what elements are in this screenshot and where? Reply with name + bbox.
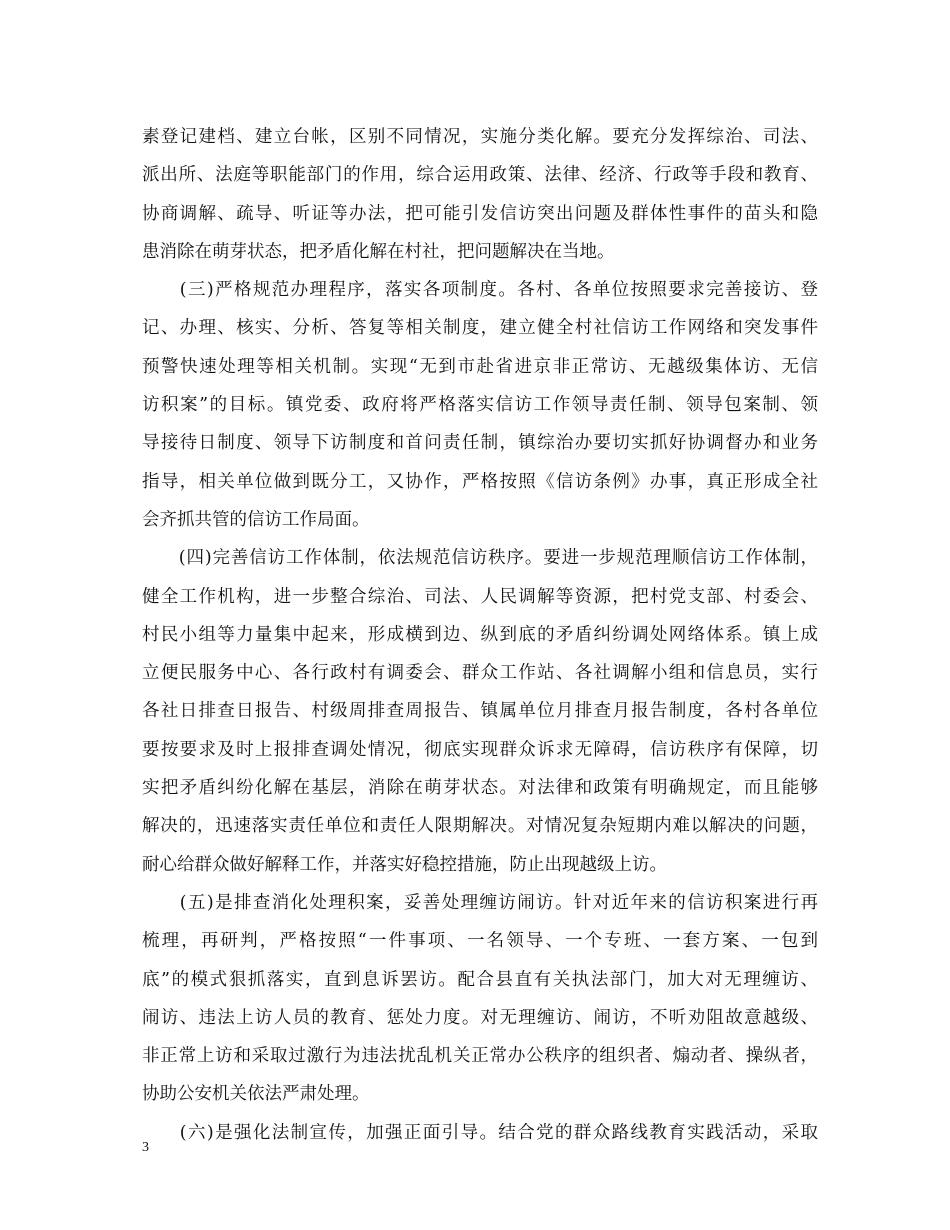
text-line: 健全工作机构，进一步整合综治、司法、人民调解等资源，把村党支部、村委会、 (142, 586, 818, 607)
paragraph-4 (142, 884, 818, 1114)
text-line: (六)是强化法制宣传，加强正面引导。结合党的群众路线教育实践活动，采取 (142, 1122, 818, 1143)
text-line: 非正常上访和采取过激行为违法扰乱机关正常办公秩序的组织者、煽动者、操纵者， (142, 1046, 818, 1067)
text-line: 解决的，迅速落实责任单位和责任人限期解决。对情况复杂短期内难以解决的问题， (142, 816, 818, 837)
paragraph-5 (142, 1114, 818, 1152)
text-line: 导接待日制度、领导下访制度和首问责任制，镇综治办要切实抓好协调督办和业务 (142, 433, 818, 454)
text-line: 各社日排查日报告、村级周排查周报告、镇属单位月排查月报告制度，各村各单位 (142, 701, 818, 722)
text-line: 闹访、违法上访人员的教育、惩处力度。对无理缠访、闹访，不听劝阻故意越级、 (142, 1007, 818, 1028)
text-line: (四)完善信访工作体制，依法规范信访秩序。要进一步规范理顺信访工作体制， (142, 548, 818, 569)
text-line: 协商调解、疏导、听证等办法，把可能引发信访突出问题及群体性事件的苗头和隐 (142, 203, 818, 224)
text-line: 梳理，再研判，严格按照“一件事项、一名领导、一个专班、一套方案、一包到 (142, 931, 818, 952)
text-line: 素登记建档、建立台帐，区别不同情况，实施分类化解。要充分发挥综治、司法、 (142, 127, 818, 147)
text-line: 预警快速处理等相关机制。实现“无到市赴省进京非正常访、无越级集体访、无信 (142, 356, 818, 377)
text-line: 会齐抓共管的信访工作局面。 (142, 509, 370, 530)
text-line: (三)严格规范办理程序，落实各项制度。各村、各单位按照要求完善接访、登 (142, 280, 818, 301)
paragraph-1 (142, 118, 818, 271)
text-line: 协助公安机关依法严肃处理。 (142, 1084, 370, 1105)
text-line: 指导，相关单位做到既分工，又协作，严格按照《信访条例》办事，真正形成全社 (142, 471, 818, 492)
text-line: 患消除在萌芽状态，把矛盾化解在村社，把问题解决在当地。 (142, 241, 615, 262)
document-body (142, 118, 818, 1152)
text-line: 派出所、法庭等职能部门的作用，综合运用政策、法律、经济、行政等手段和教育、 (142, 165, 818, 186)
text-line: 记、办理、核实、分析、答复等相关制度，建立健全村社信访工作网络和突发事件 (142, 318, 818, 339)
page-number: 3 (142, 1140, 149, 1155)
text-line: (五)是排查消化处理积案，妥善处理缠访闹访。针对近年来的信访积案进行再 (142, 892, 818, 913)
text-line: 实把矛盾纠纷化解在基层，消除在萌芽状态。对法律和政策有明确规定，而且能够 (142, 778, 818, 799)
paragraph-2 (142, 271, 818, 539)
text-line: 底”的模式狠抓落实，直到息诉罢访。配合县直有关执法部门，加大对无理缠访、 (142, 969, 818, 990)
text-line: 访积案”的目标。镇党委、政府将严格落实信访工作领导责任制、领导包案制、领 (142, 395, 818, 416)
text-line: 耐心给群众做好解释工作，并落实好稳控措施，防止出现越级上访。 (142, 854, 667, 875)
paragraph-3 (142, 539, 818, 884)
text-line: 要按要求及时上报排查调处情况，彻底实现群众诉求无障碍，信访秩序有保障，切 (142, 739, 818, 760)
text-line: 立便民服务中心、各行政村有调委会、群众工作站、各社调解小组和信息员，实行 (142, 663, 818, 684)
text-line: 村民小组等力量集中起来，形成横到边、纵到底的矛盾纠纷调处网络体系。镇上成 (142, 624, 818, 645)
